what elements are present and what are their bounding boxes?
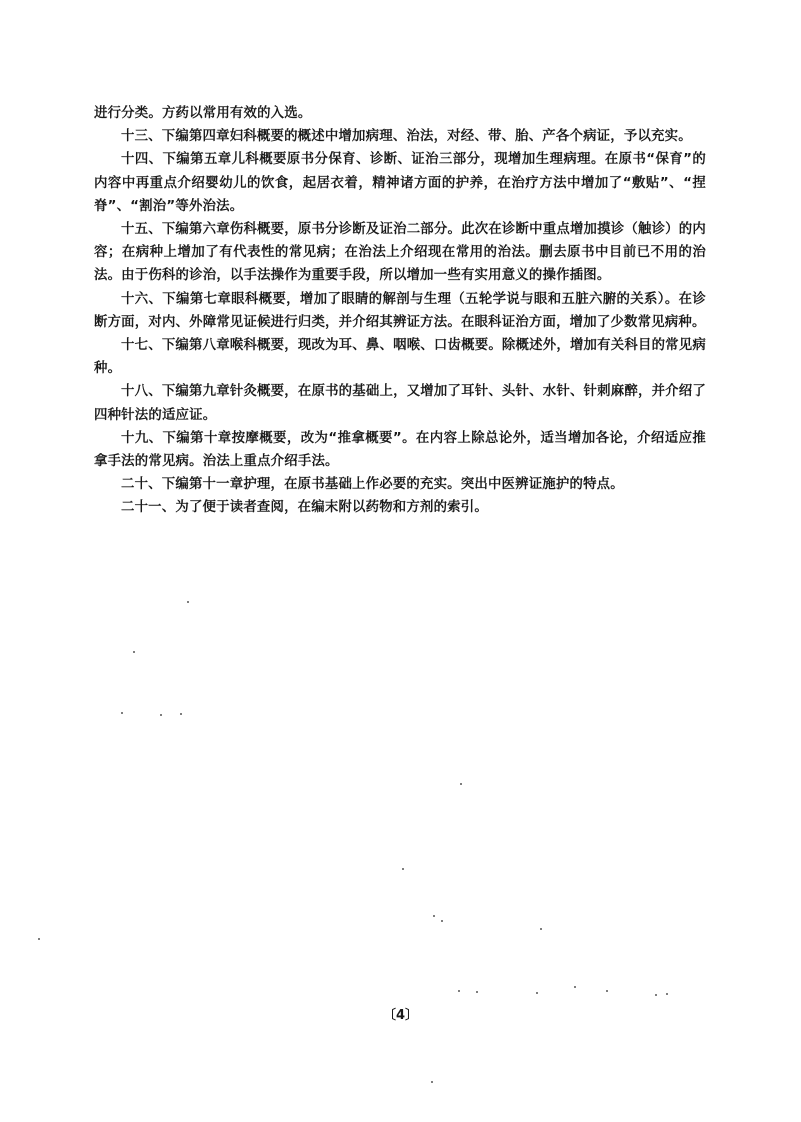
scan-speck — [180, 713, 182, 715]
paragraph: 十八、下编第九章针灸概要，在原书的基础上，又增加了耳针、头针、水针、针刺麻醉，并介绍了四种针法的适应证。 — [94, 384, 706, 423]
scan-speck — [606, 990, 608, 992]
scan-speck — [666, 993, 668, 995]
scan-speck — [121, 712, 123, 714]
scan-speck — [476, 991, 478, 993]
scan-speck — [540, 928, 542, 930]
scan-speck — [133, 651, 135, 653]
paragraph: 十七、下编第八章喉科概要，现改为耳、鼻、咽喉、口齿概要。除概述外，增加有关科目的常见病种。 — [94, 338, 706, 377]
paragraph: 二十一、为了便于读者查阅，在编末附以药物和方剂的索引。 — [121, 500, 488, 516]
scan-speck — [441, 920, 443, 922]
scan-speck — [655, 994, 657, 996]
page-number: 〔4〕 — [382, 1008, 419, 1023]
scan-speck — [458, 990, 460, 992]
scan-speck — [431, 1081, 433, 1083]
paragraph: 进行分类。方药以常用有效的入选。 — [94, 106, 312, 121]
scan-speck — [574, 986, 576, 988]
scan-speck — [402, 868, 404, 870]
paragraph: 十九、下编第十章按摩概要，改为“推拿概要”。在内容上除总论外，适当增加各论，介绍适应推拿手法的常见病。治法上重点介绍手法。 — [94, 430, 706, 470]
scan-speck — [160, 714, 162, 716]
scan-speck — [460, 783, 462, 785]
scan-speck — [536, 992, 538, 994]
scan-speck — [187, 601, 189, 603]
paragraph: 十六、下编第七章眼科概要，增加了眼睛的解剖与生理（五轮学说与眼和五脏六腑的关系）。在诊断方面，对内、外障常见证候进行归类，并介绍其辨证方法。在眼科证治方面，增加了少数常见病种。 — [94, 291, 706, 330]
paragraph: 十三、下编第四章妇科概要的概述中增加病理、治法，对经、带、胎、产各个病证，予以充实。 — [121, 129, 692, 145]
paragraph: 二十、下编第十一章护理，在原书基础上作必要的充实。突出中医辨证施护的特点。 — [121, 477, 624, 493]
scan-speck — [433, 915, 435, 917]
body-text — [94, 102, 706, 520]
scan-speck — [38, 938, 40, 940]
paragraph: 十五、下编第六章伤科概要，原书分诊断及证治二部分。此次在诊断中重点增加摸诊（触诊）的内容；在病种上增加了有代表性的常见病；在治法上介绍现在常用的治法。删去原书中目前已不用的治法。由于伤科的诊治，以手法操作为重要手段，所以增加一些有实用意义的操作插图。 — [94, 222, 706, 284]
paragraph: 十四、下编第五章儿科概要原书分保育、诊断、证治三部分，现增加生理病理。在原书“保育”的内容中再重点介绍婴幼儿的饮食，起居衣着，精神诸方面的护养，在治疗方法中增加了“敷贴”、“捏脊”、“割治”等外治法。 — [94, 152, 706, 214]
